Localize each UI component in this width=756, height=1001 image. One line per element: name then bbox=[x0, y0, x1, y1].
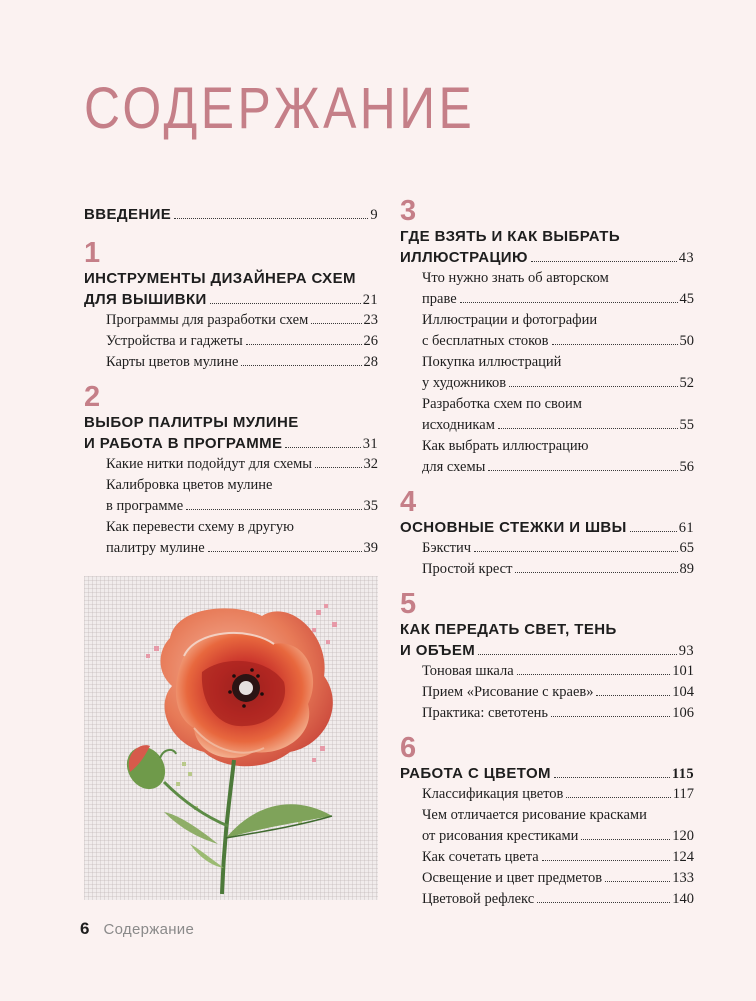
dot-leader bbox=[474, 551, 677, 552]
dot-leader bbox=[285, 447, 360, 448]
entry-page: 23 bbox=[363, 312, 378, 328]
entry-page: 45 bbox=[679, 291, 694, 307]
section-5-title-line1: КАК ПЕРЕДАТЬ СВЕТ, ТЕНЬ bbox=[400, 621, 617, 638]
section-number-1: 1 bbox=[84, 237, 101, 269]
entry-text: Бэкстич bbox=[422, 540, 472, 556]
entry-page: 52 bbox=[679, 375, 694, 391]
section-6-title: РАБОТА С ЦВЕТОМ bbox=[400, 765, 551, 782]
entry-page: 133 bbox=[672, 870, 694, 886]
poppy-embroidery-illustration bbox=[84, 576, 378, 900]
section-3-title-line2: ИЛЛЮСТРАЦИЮ bbox=[400, 249, 528, 266]
dot-leader bbox=[210, 303, 361, 304]
entry-text: Как сочетать цвета bbox=[422, 849, 539, 865]
section-3-page: 43 bbox=[678, 250, 694, 266]
intro-page: 9 bbox=[370, 207, 378, 223]
entry-page: 39 bbox=[363, 540, 378, 556]
toc-entry[interactable] bbox=[84, 310, 378, 331]
entry-page: 120 bbox=[672, 828, 694, 844]
page-title: СОДЕРЖАНИЕ bbox=[84, 76, 476, 141]
toc-entry[interactable] bbox=[84, 454, 378, 475]
dot-leader bbox=[517, 674, 671, 675]
entry-text-line1: Разработка схем по своим bbox=[422, 396, 582, 412]
toc-entry-intro[interactable] bbox=[84, 204, 378, 225]
dot-leader bbox=[566, 797, 670, 798]
entry-page: 26 bbox=[363, 333, 378, 349]
section-number-2: 2 bbox=[84, 381, 101, 413]
toc-entry[interactable] bbox=[400, 559, 694, 580]
entry-page: 65 bbox=[679, 540, 694, 556]
entry-text: Карты цветов мулине bbox=[106, 354, 239, 370]
section-6-page: 115 bbox=[671, 766, 694, 782]
entry-text: Какие нитки подойдут для схемы bbox=[106, 456, 313, 472]
entry-page: 104 bbox=[672, 684, 694, 700]
dot-leader bbox=[537, 902, 670, 903]
toc-entry[interactable] bbox=[400, 847, 694, 868]
dot-leader bbox=[542, 860, 671, 861]
entry-text: для схемы bbox=[422, 459, 486, 475]
section-5-title-line2: И ОБЪЕМ bbox=[400, 642, 476, 659]
entry-page: 55 bbox=[679, 417, 694, 433]
dot-leader bbox=[509, 386, 677, 387]
entry-page: 35 bbox=[363, 498, 378, 514]
toc-entry-section-2[interactable] bbox=[84, 433, 378, 454]
entry-text-line1: Чем отличается рисование красками bbox=[422, 807, 647, 823]
dot-leader bbox=[460, 302, 678, 303]
toc-entry-section-5[interactable] bbox=[400, 640, 694, 661]
dot-leader bbox=[174, 218, 368, 219]
intro-title: ВВЕДЕНИЕ bbox=[84, 206, 172, 223]
poppy-icon bbox=[84, 576, 378, 900]
dot-leader bbox=[552, 344, 678, 345]
section-4-page: 61 bbox=[678, 520, 694, 536]
section-number-6: 6 bbox=[400, 732, 417, 764]
section-1-title-line1: ИНСТРУМЕНТЫ ДИЗАЙНЕРА СХЕМ bbox=[84, 270, 356, 287]
toc-entry[interactable] bbox=[84, 352, 378, 373]
entry-text: Простой крест bbox=[422, 561, 513, 577]
page-footer bbox=[80, 917, 194, 941]
section-1-page: 21 bbox=[362, 292, 378, 308]
entry-page: 106 bbox=[672, 705, 694, 721]
section-5-page: 93 bbox=[678, 643, 694, 659]
toc-entry[interactable] bbox=[84, 331, 378, 352]
entry-page: 56 bbox=[679, 459, 694, 475]
toc-entry-section-4[interactable] bbox=[400, 517, 694, 538]
toc-right-column bbox=[400, 196, 694, 910]
toc-entry[interactable] bbox=[400, 457, 694, 478]
entry-text: Прием «Рисование с краев» bbox=[422, 684, 594, 700]
toc-entry-section-3[interactable] bbox=[400, 247, 694, 268]
entry-page: 89 bbox=[679, 561, 694, 577]
dot-leader bbox=[596, 695, 670, 696]
toc-entry[interactable] bbox=[400, 538, 694, 559]
dot-leader bbox=[515, 572, 677, 573]
toc-left-column bbox=[84, 204, 378, 559]
entry-page: 117 bbox=[672, 786, 694, 802]
toc-entry[interactable] bbox=[400, 415, 694, 436]
dot-leader bbox=[478, 654, 677, 655]
entry-text-line1: Что нужно знать об авторском bbox=[422, 270, 609, 286]
entry-text: исходникам bbox=[422, 417, 495, 433]
section-2-title-line1: ВЫБОР ПАЛИТРЫ МУЛИНЕ bbox=[84, 414, 299, 431]
entry-text: в программе bbox=[106, 498, 184, 514]
toc-entry[interactable] bbox=[400, 682, 694, 703]
toc-entry[interactable] bbox=[400, 661, 694, 682]
entry-text-line1: Как перевести схему в другую bbox=[106, 519, 294, 535]
dot-leader bbox=[581, 839, 670, 840]
section-4-title: ОСНОВНЫЕ СТЕЖКИ И ШВЫ bbox=[400, 519, 627, 536]
section-number-4: 4 bbox=[400, 486, 417, 518]
dot-leader bbox=[241, 365, 361, 366]
entry-page: 50 bbox=[679, 333, 694, 349]
dot-leader bbox=[186, 509, 361, 510]
section-3-title-line1: ГДЕ ВЗЯТЬ И КАК ВЫБРАТЬ bbox=[400, 228, 621, 245]
entry-text-line1: Иллюстрации и фотографии bbox=[422, 312, 598, 328]
dot-leader bbox=[315, 467, 361, 468]
dot-leader bbox=[605, 881, 670, 882]
entry-text: палитру мулине bbox=[106, 540, 205, 556]
entry-text: Классификация цветов bbox=[422, 786, 564, 802]
page-number: 6 bbox=[80, 919, 90, 938]
entry-text: от рисования крестиками bbox=[422, 828, 579, 844]
toc-entry[interactable] bbox=[400, 703, 694, 724]
toc-entry-section-1[interactable] bbox=[84, 289, 378, 310]
dot-leader bbox=[311, 323, 361, 324]
entry-text: Освещение и цвет предметов bbox=[422, 870, 603, 886]
dot-leader bbox=[551, 716, 670, 717]
toc-entry[interactable] bbox=[400, 826, 694, 847]
entry-page: 124 bbox=[672, 849, 694, 865]
dot-leader bbox=[554, 777, 670, 778]
toc-entry[interactable] bbox=[84, 496, 378, 517]
dot-leader bbox=[488, 470, 677, 471]
dot-leader bbox=[246, 344, 362, 345]
toc-entry[interactable] bbox=[400, 784, 694, 805]
entry-text-line1: Калибровка цветов мулине bbox=[106, 477, 273, 493]
dot-leader bbox=[630, 531, 677, 532]
dot-leader bbox=[531, 261, 677, 262]
entry-text-line1: Покупка иллюстраций bbox=[422, 354, 562, 370]
section-number-3: 3 bbox=[400, 195, 417, 227]
section-2-page: 31 bbox=[362, 436, 378, 452]
section-1-title-line2: ДЛЯ ВЫШИВКИ bbox=[84, 291, 207, 308]
toc-entry[interactable] bbox=[400, 373, 694, 394]
running-title: Содержание bbox=[103, 921, 195, 938]
entry-page: 28 bbox=[363, 354, 378, 370]
entry-page: 32 bbox=[363, 456, 378, 472]
entry-text: Устройства и гаджеты bbox=[106, 333, 243, 349]
toc-entry[interactable] bbox=[400, 889, 694, 910]
section-2-title-line2: И РАБОТА В ПРОГРАММЕ bbox=[84, 435, 283, 452]
toc-entry-section-6[interactable] bbox=[400, 763, 694, 784]
dot-leader bbox=[208, 551, 362, 552]
entry-text: Программы для разработки схем bbox=[106, 312, 309, 328]
dot-leader bbox=[498, 428, 678, 429]
entry-page: 140 bbox=[672, 891, 694, 907]
entry-text: у художников bbox=[422, 375, 507, 391]
entry-page: 101 bbox=[672, 663, 694, 679]
entry-text: Тоновая шкала bbox=[422, 663, 514, 679]
entry-text: Цветовой рефлекс bbox=[422, 891, 535, 907]
entry-text-line1: Как выбрать иллюстрацию bbox=[422, 438, 589, 454]
entry-text: Практика: светотень bbox=[422, 705, 549, 721]
entry-text: с бесплатных стоков bbox=[422, 333, 549, 349]
toc-entry[interactable] bbox=[400, 331, 694, 352]
toc-entry[interactable] bbox=[400, 289, 694, 310]
entry-text: праве bbox=[422, 291, 457, 307]
section-number-5: 5 bbox=[400, 588, 417, 620]
toc-entry[interactable] bbox=[400, 868, 694, 889]
toc-entry[interactable] bbox=[84, 538, 378, 559]
